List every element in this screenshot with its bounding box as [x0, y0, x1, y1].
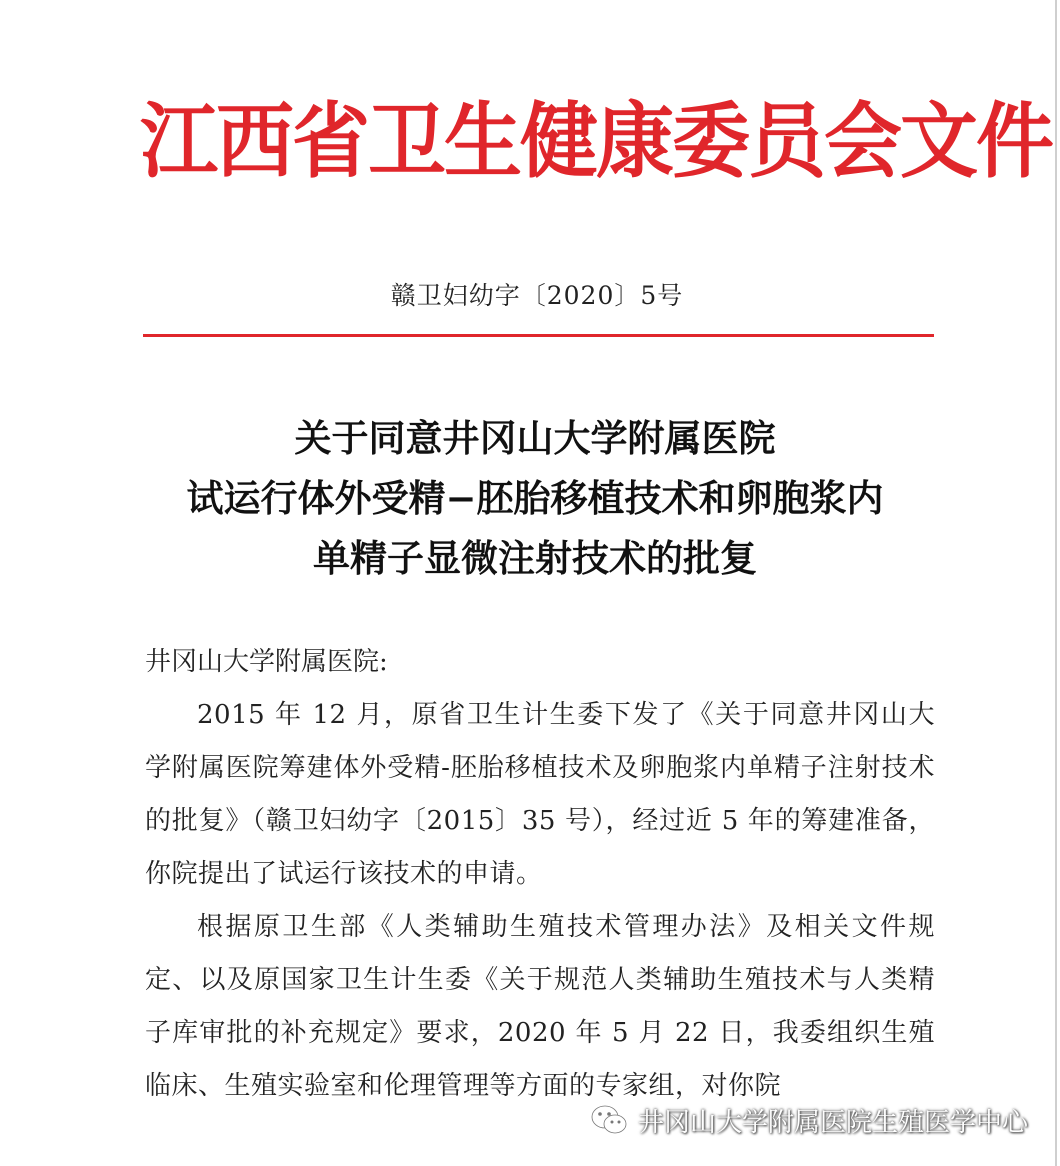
title-line-3: 单精子显微注射技术的批复 — [313, 536, 757, 580]
wechat-icon — [590, 1103, 628, 1137]
paragraph-1: 2015 年 12 月，原省卫生计生委下发了《关于同意井冈山大学附属医院筹建体外受精-胚胎移植技术及卵胞浆内单精子注射技术的批复》（赣卫妇幼字〔2015〕35 号），经过近 5 年的筹建准备，你院提出了试运行该技术的申请。 — [145, 700, 935, 889]
salutation: 井冈山大学附属医院: — [145, 647, 388, 677]
document-body — [145, 636, 935, 1113]
source-watermark — [590, 1100, 1028, 1140]
title-line-1: 关于同意井冈山大学附属医院 — [294, 416, 776, 460]
watermark-text: 井冈山大学附属医院生殖医学中心 — [638, 1107, 1029, 1138]
header-divider — [143, 334, 934, 337]
page-edge — [1055, 0, 1057, 1166]
paragraph-2: 根据原卫生部《人类辅助生殖技术管理办法》及相关文件规定、以及原国家卫生计生委《关于规范人类辅助生殖技术与人类精子库审批的补充规定》要求，2020 年 5 月 22 日，我委组织生殖临床、生殖实验室和伦理管理等方面的专家组，对你院 — [145, 912, 935, 1101]
issuer-header: 江西省卫生健康委员会文件 — [140, 93, 1053, 190]
document-number: 赣卫妇幼字〔2020〕5号 — [390, 281, 684, 310]
title-line-2: 试运行体外受精−胚胎移植技术和卵胞浆内 — [186, 476, 884, 520]
document-title — [120, 408, 950, 588]
